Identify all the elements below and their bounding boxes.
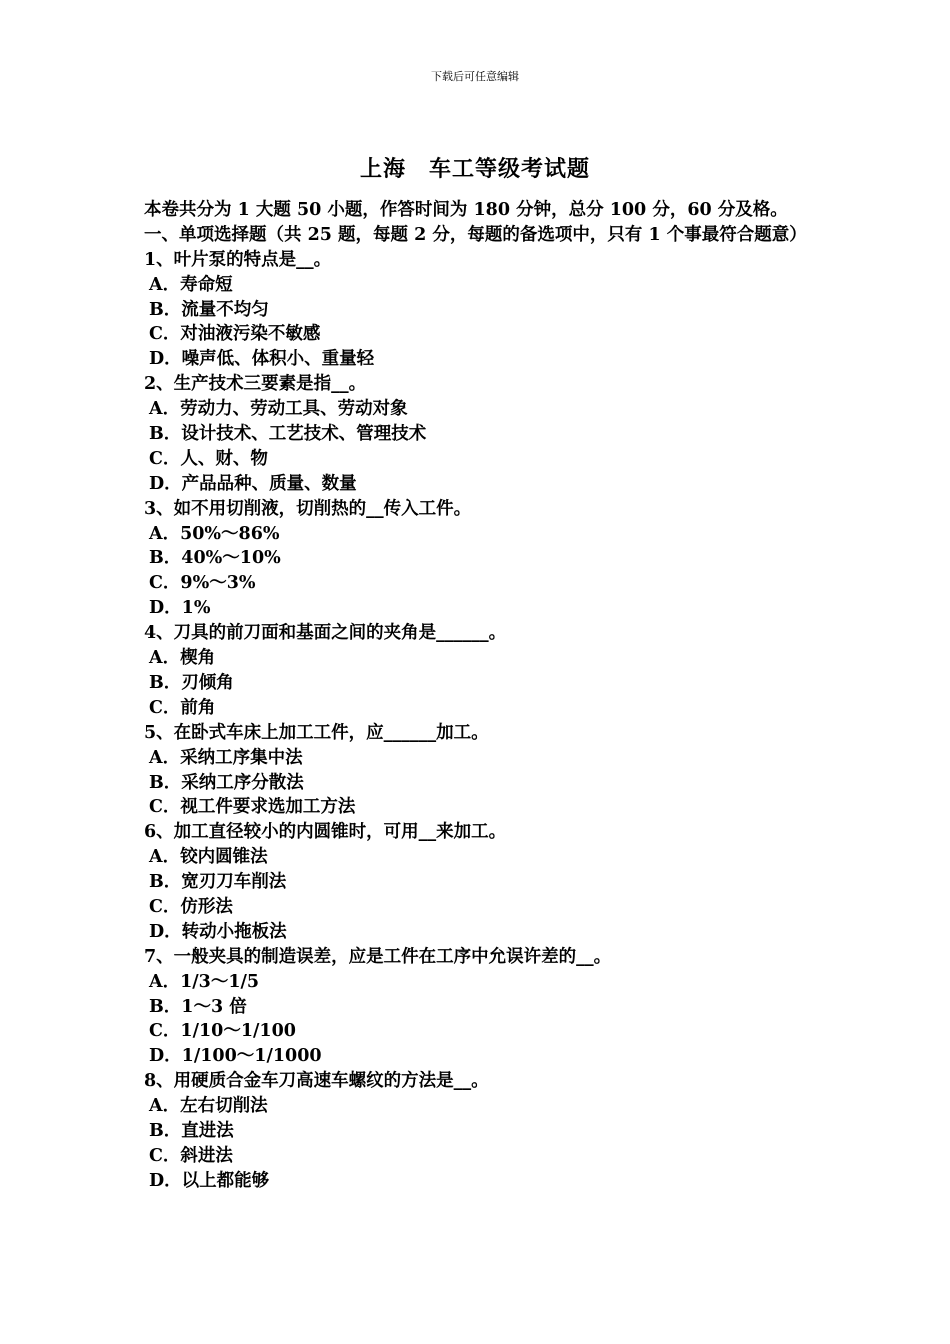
question-option: D．产品品种、质量、数量: [149, 473, 357, 494]
question-option: B．40%～10%: [149, 548, 281, 569]
question-option: A．50%～86%: [149, 523, 280, 544]
intro-text: 本卷共分为 1 大题 50 小题，作答时间为 180 分钟，总分 100 分，60 分及格。: [144, 200, 788, 220]
header-note: 下载后可任意编辑: [431, 70, 519, 83]
question-option: C．9%～3%: [149, 573, 256, 594]
page-title: 上海 车工等级考试题: [359, 156, 590, 182]
question-option: D．噪声低、体积小、重量轻: [149, 349, 375, 370]
question-option: B．宽刃刀车削法: [149, 872, 287, 893]
question-option: C．视工件要求选加工方法: [149, 797, 356, 818]
question-option: A．寿命短: [149, 274, 233, 295]
question-stem: 7、一般夹具的制造误差，应是工件在工序中允误许差的__。: [144, 946, 612, 967]
question-option: A．采纳工序集中法: [149, 747, 303, 768]
question-stem: 3、如不用切削液，切削热的__传入工件。: [144, 498, 472, 519]
exam-body: [144, 198, 808, 1194]
question-option: A．铰内圆锥法: [149, 847, 268, 868]
question-option: A．劳动力、劳动工具、劳动对象: [149, 399, 408, 420]
question-option: C．仿形法: [149, 896, 233, 917]
question-option: C．人、财、物: [149, 448, 268, 469]
question-option: C．1/10～1/100: [149, 1021, 296, 1042]
question-option: B．刃倾角: [149, 672, 234, 693]
question-option: A．左右切削法: [149, 1096, 268, 1117]
question-stem: 8、用硬质合金车刀高速车螺纹的方法是__。: [144, 1071, 489, 1092]
question-option: B．1～3 倍: [149, 996, 247, 1017]
question-option: D．1%: [149, 598, 211, 619]
question-option: B．直进法: [149, 1120, 234, 1141]
question-option: D．1/100～1/1000: [149, 1046, 322, 1067]
question-list: [144, 248, 808, 1194]
question-option: A．1/3～1/5: [149, 971, 260, 992]
question-option: D．转动小拖板法: [149, 921, 287, 942]
question-stem: 6、加工直径较小的内圆锥时，可用__来加工。: [144, 822, 507, 843]
question-stem: 1、叶片泵的特点是__。: [144, 249, 332, 270]
question-stem: 5、在卧式车床上加工工件，应______加工。: [144, 722, 489, 743]
question-option: C．斜进法: [149, 1145, 233, 1166]
question-option: B．采纳工序分散法: [149, 772, 304, 793]
question-stem: 4、刀具的前刀面和基面之间的夹角是______。: [144, 623, 507, 644]
question-option: D．以上都能够: [149, 1170, 270, 1191]
question-option: B．流量不均匀: [149, 299, 269, 320]
section-heading: 一、单项选择题（共 25 题，每题 2 分，每题的备选项中，只有 1 个事最符合题意）: [144, 224, 807, 245]
question-option: B．设计技术、工艺技术、管理技术: [149, 424, 427, 445]
question-option: C．前角: [149, 697, 216, 718]
question-option: C．对油液污染不敏感: [149, 324, 321, 345]
question-option: A．楔角: [149, 648, 216, 669]
question-stem: 2、生产技术三要素是指__。: [144, 374, 367, 395]
